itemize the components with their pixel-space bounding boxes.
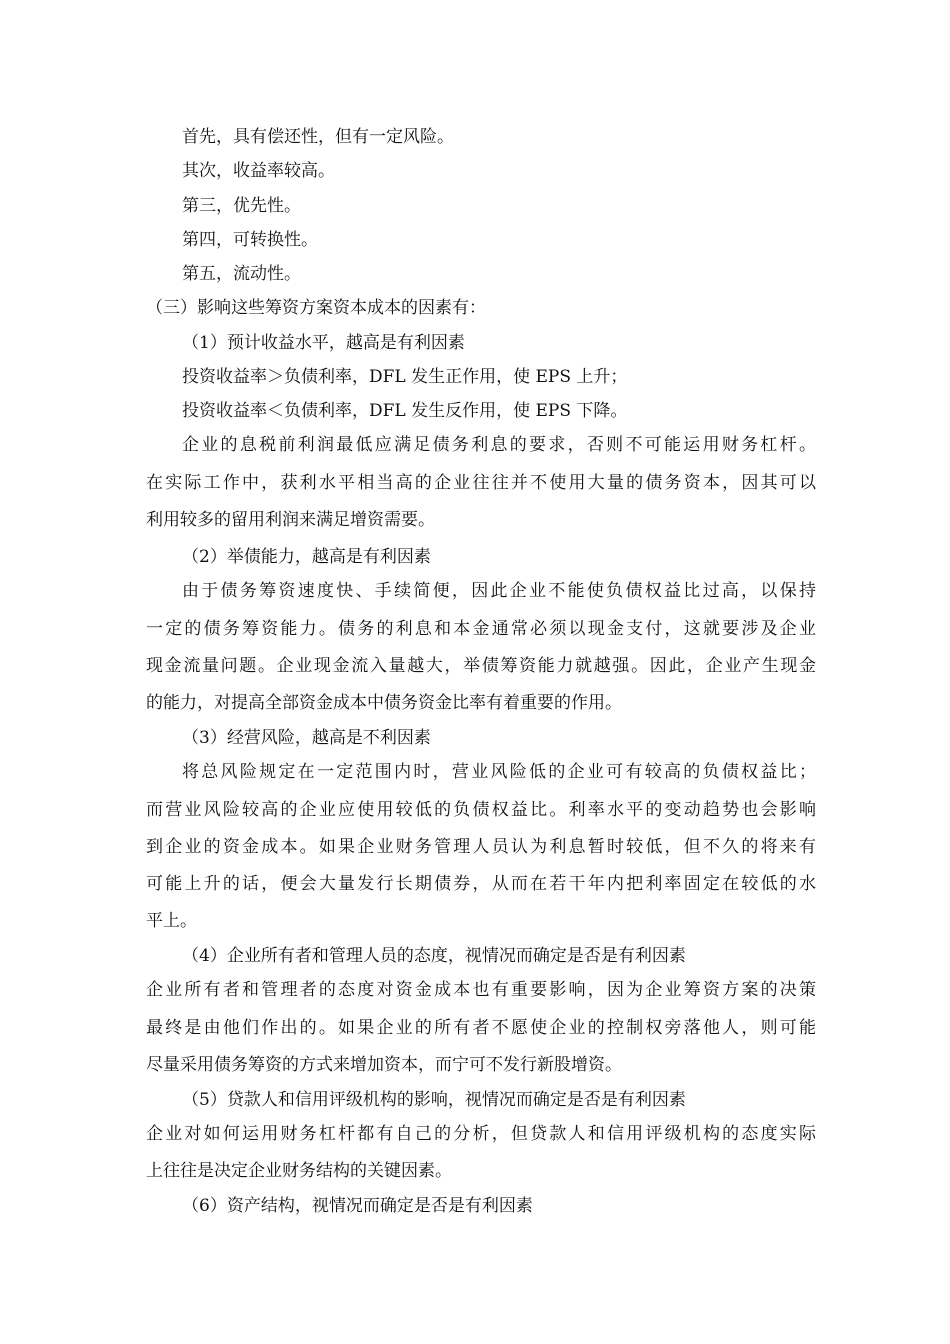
paragraph-line: 而营业风险较高的企业应使用较低的负债权益比。利率水平的变动趋势也会影响 xyxy=(146,800,816,820)
paragraph-line: 第四，可转换性。 xyxy=(182,230,318,250)
paragraph-line: 利用较多的留用利润来满足增资需要。 xyxy=(146,510,435,530)
paragraph-line: 将总风险规定在一定范围内时，营业风险低的企业可有较高的负债权益比； xyxy=(182,762,816,782)
subsection-heading: （1）预计收益水平，越高是有利因素 xyxy=(182,333,465,353)
paragraph-line: 其次，收益率较高。 xyxy=(182,161,335,181)
paragraph-line: 首先，具有偿还性，但有一定风险。 xyxy=(182,127,454,147)
paragraph-line: 平上。 xyxy=(146,911,197,931)
subsection-heading: （3）经营风险，越高是不利因素 xyxy=(182,728,431,748)
paragraph-line: 现金流量问题。企业现金流入量越大，举债筹资能力就越强。因此，企业产生现金 xyxy=(146,656,816,676)
paragraph-line: 第三，优先性。 xyxy=(182,196,301,216)
paragraph-line: 企业的息税前利润最低应满足债务利息的要求，否则不可能运用财务杠杆。 xyxy=(182,435,816,455)
paragraph-line: 第五，流动性。 xyxy=(182,264,301,284)
paragraph-line: 投资收益率＞负债利率，DFL 发生正作用，使 EPS 上升； xyxy=(182,367,628,387)
paragraph-line: 企业对如何运用财务杠杆都有自己的分析，但贷款人和信用评级机构的态度实际 xyxy=(146,1124,816,1144)
paragraph-line: 最终是由他们作出的。如果企业的所有者不愿使企业的控制权旁落他人，则可能 xyxy=(146,1018,816,1038)
paragraph-line: 企业所有者和管理者的态度对资金成本也有重要影响，因为企业筹资方案的决策 xyxy=(146,980,816,1000)
paragraph-line: 尽量采用债务筹资的方式来增加资本，而宁可不发行新股增资。 xyxy=(146,1055,622,1075)
paragraph-line: 可能上升的话，便会大量发行长期债券，从而在若干年内把利率固定在较低的水 xyxy=(146,874,816,894)
paragraph-line: 的能力，对提高全部资金成本中债务资金比率有着重要的作用。 xyxy=(146,693,622,713)
subsection-heading: （6）资产结构，视情况而确定是否是有利因素 xyxy=(182,1196,533,1216)
subsection-heading: （4）企业所有者和管理人员的态度，视情况而确定是否是有利因素 xyxy=(182,946,686,966)
paragraph-line: 投资收益率＜负债利率，DFL 发生反作用，使 EPS 下降。 xyxy=(182,401,628,421)
section-heading: （三）影响这些筹资方案资本成本的因素有： xyxy=(146,298,486,318)
subsection-heading: （5）贷款人和信用评级机构的影响，视情况而确定是否是有利因素 xyxy=(182,1090,686,1110)
paragraph-line: 到企业的资金成本。如果企业财务管理人员认为利息暂时较低，但不久的将来有 xyxy=(146,837,816,857)
subsection-heading: （2）举债能力，越高是有利因素 xyxy=(182,547,431,567)
paragraph-line: 由于债务筹资速度快、手续简便，因此企业不能使负债权益比过高，以保持 xyxy=(182,581,816,601)
paragraph-line: 一定的债务筹资能力。债务的利息和本金通常必须以现金支付，这就要涉及企业 xyxy=(146,619,816,639)
paragraph-line: 上往往是决定企业财务结构的关键因素。 xyxy=(146,1161,452,1181)
paragraph-line: 在实际工作中，获利水平相当高的企业往往并不使用大量的债务资本，因其可以 xyxy=(146,473,816,493)
